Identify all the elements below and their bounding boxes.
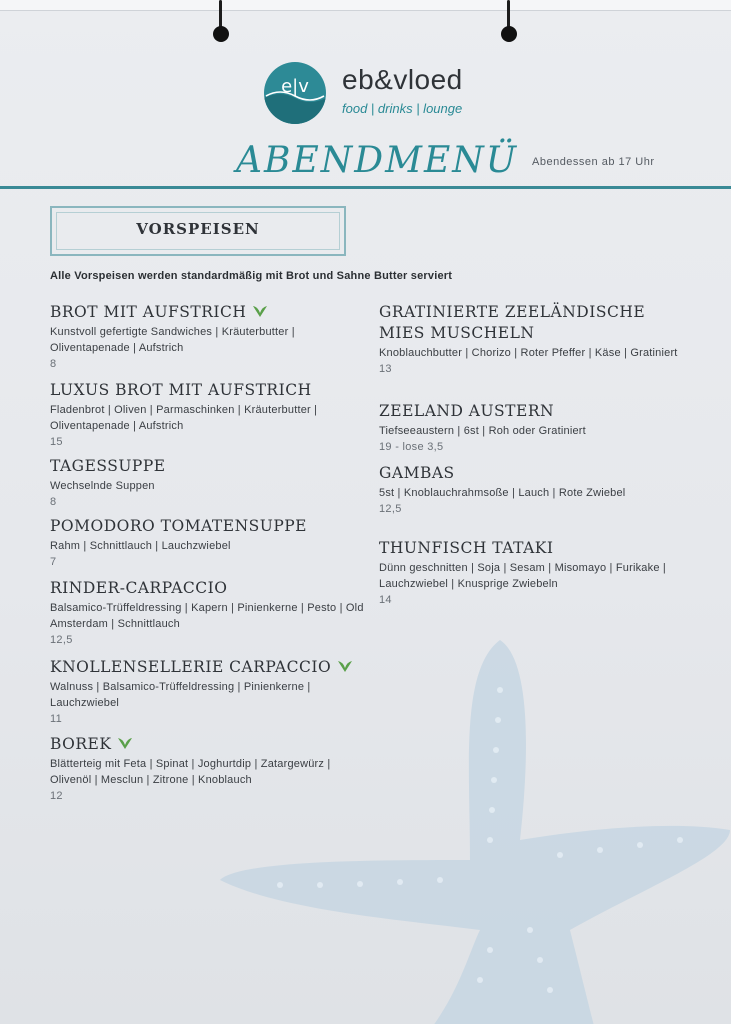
menu-item-price: 8 [50,496,57,508]
menu-item-price: 11 [50,713,63,725]
menu-item-price: 12,5 [379,503,402,515]
menu-item-description: Walnuss | Balsamico-Trüffeldressing | Pinienkerne | Lauchzwiebel [50,681,311,709]
menu-item [379,401,679,455]
menu-item-description: Wechselnde Suppen [50,480,155,492]
menu-item-name: ZEELAND AUSTERN [379,402,555,420]
binder-ring-left [210,0,232,46]
menu-item-name: BOREK [50,735,112,753]
menu-item-description: Rahm | Schnittlauch | Lauchzwiebel [50,540,231,552]
menu-item-description: Kunstvoll gefertigte Sandwiches | Kräuterbutter | Oliventapenade | Aufstrich [50,326,295,354]
section-header-box [50,206,346,256]
menu-item-name: BROT MIT AUFSTRICH [50,303,247,321]
paper-top-edge [0,0,731,11]
menu-item-description: Tiefseeaustern | 6st | Roh oder Gratiniert [379,425,586,437]
header-divider [0,186,731,189]
menu-item [379,538,679,608]
menu-item [50,456,370,510]
brand-name: eb&vloed [342,64,463,95]
menu-item-price: 8 [50,358,57,370]
menu-item-price: 19 - lose 3,5 [379,441,444,453]
section-intro: Alle Vorspeisen werden standardmäßig mit Brot und Sahne Butter serviert [50,270,453,282]
menu-item-price: 15 [50,436,63,448]
menu-item-name: TAGESSUPPE [50,457,166,475]
page-subtitle: Abendessen ab 17 Uhr [532,156,655,168]
menu-item-price: 14 [379,594,392,606]
menu-item-name: LUXUS BROT MIT AUFSTRICH [50,381,312,399]
vegetarian-leaf-icon [252,304,268,318]
menu-item-description: 5st | Knoblauchrahmsoße | Lauch | Rote Zwiebel [379,487,626,499]
menu-item [379,302,679,377]
menu-item [50,302,370,372]
section-title: VORSPEISEN [136,220,260,238]
menu-item-description: Dünn geschnitten | Soja | Sesam | Misomayo | Furikake | Lauchzwiebel | Knusprige Zwiebeln [379,562,666,590]
menu-item-name: POMODORO TOMATENSUPPE [50,517,307,535]
menu-item-description: Balsamico-Trüffeldressing | Kapern | Pinienkerne | Pesto | Old Amsterdam | Schnittlauch [50,602,364,630]
menu-item-description: Blätterteig mit Feta | Spinat | Joghurtdip | Zatargewürz | Olivenöl | Mesclun | Zitrone | Knoblauch [50,758,331,786]
menu-item-description: Fladenbrot | Oliven | Parmaschinken | Kräuterbutter | Oliventapenade | Aufstrich [50,404,318,432]
menu-item-name: KNOLLENSELLERIE CARPACCIO [50,658,332,676]
menu-item-name: THUNFISCH TATAKI [379,539,554,557]
menu-item-price: 7 [50,556,57,568]
binder-ring-right [498,0,520,46]
menu-item-price: 13 [379,363,392,375]
vegetarian-leaf-icon [117,736,133,750]
menu-item-price: 12 [50,790,63,802]
menu-item [379,463,679,517]
menu-item-name: GRATINIERTE ZEELÄNDISCHE MIES MUSCHELN [379,303,646,342]
menu-item-price: 12,5 [50,634,73,646]
logo-monogram: e|v [281,76,309,97]
page-title: ABENDMENÜ [236,140,519,181]
menu-item [50,516,370,570]
menu-item-description: Knoblauchbutter | Chorizo | Roter Pfeffer | Käse | Gratiniert [379,347,678,359]
menu-item [50,380,370,450]
menu-item-name: GAMBAS [379,464,455,482]
menu-item-name: RINDER-CARPACCIO [50,579,228,597]
brand-tagline: food | drinks | lounge [342,101,463,116]
starfish-illustration [200,630,731,1024]
brand-logo-icon [264,62,326,124]
